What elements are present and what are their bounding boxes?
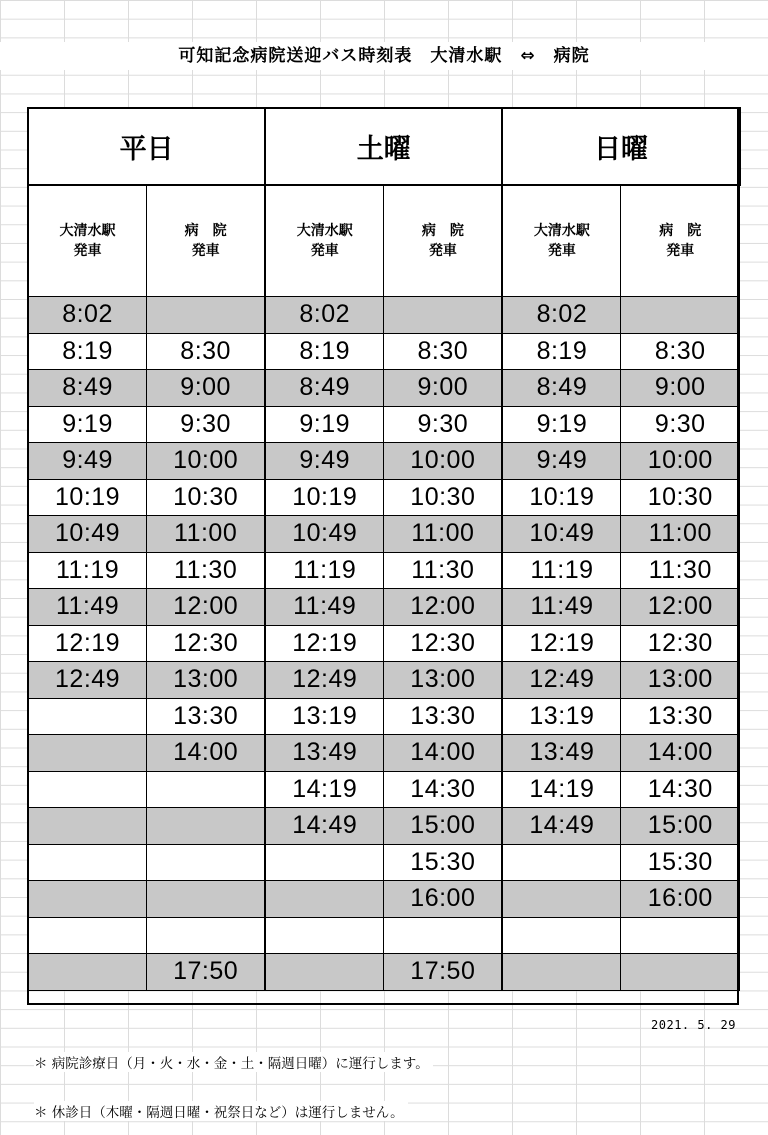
hospital-departure-time: 11:00 [384, 516, 503, 553]
station-departure-time [502, 917, 621, 954]
sub-header-label: 発車 [428, 243, 457, 259]
station-departure-time [265, 881, 384, 918]
sub-header-row [28, 185, 740, 297]
hospital-departure-time: 12:00 [384, 589, 503, 626]
station-departure-time [502, 881, 621, 918]
station-departure-time: 8:02 [502, 297, 621, 334]
station-departure-time [28, 735, 147, 772]
station-departure-time: 9:49 [28, 443, 147, 480]
station-departure-time: 10:49 [502, 516, 621, 553]
time-row [28, 589, 740, 626]
hospital-departure-time: 12:30 [147, 625, 266, 662]
hospital-departure-time: 12:30 [621, 625, 740, 662]
station-departure-time: 12:19 [28, 625, 147, 662]
hospital-departure-time [621, 297, 740, 334]
time-row [28, 917, 740, 954]
sub-header-label: 発車 [73, 243, 102, 259]
hospital-departure-time: 9:30 [147, 406, 266, 443]
hospital-departure-time: 13:30 [384, 698, 503, 735]
hospital-departure-time [621, 954, 740, 991]
hospital-departure-time [147, 771, 266, 808]
hospital-departure-time: 9:30 [384, 406, 503, 443]
station-departure-time [28, 917, 147, 954]
date-label: 2021. 5. 29 [651, 1018, 736, 1032]
hospital-departure-time: 9:00 [147, 370, 266, 407]
station-departure-time: 9:19 [502, 406, 621, 443]
hospital-departure-time: 14:00 [621, 735, 740, 772]
sub-header-station [502, 185, 621, 297]
station-departure-time [28, 698, 147, 735]
station-departure-time: 8:19 [28, 333, 147, 370]
station-departure-time: 8:49 [502, 370, 621, 407]
station-departure-time: 13:49 [502, 735, 621, 772]
hospital-departure-time: 9:00 [621, 370, 740, 407]
station-departure-time: 11:19 [502, 552, 621, 589]
time-row [28, 552, 740, 589]
station-departure-time: 11:49 [28, 589, 147, 626]
hospital-departure-time: 11:00 [621, 516, 740, 553]
station-departure-time: 8:02 [265, 297, 384, 334]
hospital-departure-time: 17:50 [147, 954, 266, 991]
time-row [28, 844, 740, 881]
station-departure-time: 14:19 [265, 771, 384, 808]
time-row [28, 662, 740, 699]
hospital-departure-time: 10:30 [384, 479, 503, 516]
hospital-departure-time: 11:30 [384, 552, 503, 589]
hospital-departure-time [147, 297, 266, 334]
station-departure-time: 12:49 [28, 662, 147, 699]
station-departure-time: 14:19 [502, 771, 621, 808]
hospital-departure-time: 10:30 [147, 479, 266, 516]
station-departure-time: 13:19 [502, 698, 621, 735]
hospital-departure-time: 14:30 [384, 771, 503, 808]
sub-header-label: 大清水駅 [296, 223, 353, 239]
hospital-departure-time: 11:00 [147, 516, 266, 553]
station-departure-time [265, 954, 384, 991]
sub-header-label: 発車 [547, 243, 576, 259]
station-departure-time: 10:49 [28, 516, 147, 553]
time-row [28, 479, 740, 516]
hospital-departure-time [147, 917, 266, 954]
hospital-departure-time: 14:00 [147, 735, 266, 772]
time-row [28, 954, 740, 991]
time-row [28, 735, 740, 772]
time-row [28, 370, 740, 407]
station-departure-time: 10:19 [28, 479, 147, 516]
station-departure-time: 14:49 [502, 808, 621, 845]
hospital-departure-time: 10:00 [384, 443, 503, 480]
station-departure-time [28, 808, 147, 845]
station-departure-time [265, 844, 384, 881]
hospital-departure-time: 9:00 [384, 370, 503, 407]
hospital-departure-time: 11:30 [147, 552, 266, 589]
sub-header-label: 発車 [191, 243, 220, 259]
hospital-departure-time: 15:30 [621, 844, 740, 881]
time-row [28, 881, 740, 918]
station-departure-time: 11:19 [265, 552, 384, 589]
station-departure-time: 8:02 [28, 297, 147, 334]
station-departure-time: 13:49 [265, 735, 384, 772]
time-row [28, 406, 740, 443]
station-departure-time: 8:49 [265, 370, 384, 407]
hospital-departure-time: 8:30 [384, 333, 503, 370]
sub-header-label: 病 院 [184, 223, 227, 239]
day-header-sunday: 日曜 [502, 108, 739, 185]
timetable [27, 107, 741, 991]
station-departure-time: 12:49 [265, 662, 384, 699]
station-departure-time: 10:19 [265, 479, 384, 516]
hospital-departure-time: 15:00 [384, 808, 503, 845]
hospital-departure-time: 9:30 [621, 406, 740, 443]
note-closed-days: ＊ 休診日（木曜・隔週日曜・祝祭日など）は運行しません。 [34, 1101, 408, 1121]
time-row [28, 443, 740, 480]
sub-header-hospital [384, 185, 503, 297]
station-departure-time: 9:49 [265, 443, 384, 480]
station-departure-time: 12:19 [265, 625, 384, 662]
hospital-departure-time [147, 881, 266, 918]
sub-header-label: 発車 [310, 243, 339, 259]
time-row [28, 333, 740, 370]
sub-header-label: 大清水駅 [533, 223, 590, 239]
hospital-departure-time [384, 917, 503, 954]
sub-header-label: 発車 [666, 243, 695, 259]
day-header-saturday: 土曜 [265, 108, 502, 185]
hospital-departure-time: 10:30 [621, 479, 740, 516]
station-departure-time [502, 954, 621, 991]
sub-header-label: 病 院 [659, 223, 702, 239]
hospital-departure-time: 13:00 [147, 662, 266, 699]
day-header-weekday: 平日 [28, 108, 265, 185]
hospital-departure-time: 13:30 [147, 698, 266, 735]
station-departure-time: 14:49 [265, 808, 384, 845]
sub-header-label: 病 院 [421, 223, 464, 239]
station-departure-time: 8:19 [265, 333, 384, 370]
station-departure-time: 11:49 [265, 589, 384, 626]
station-departure-time: 10:19 [502, 479, 621, 516]
hospital-departure-time [384, 297, 503, 334]
time-row [28, 297, 740, 334]
time-row [28, 698, 740, 735]
station-departure-time [28, 844, 147, 881]
station-departure-time: 9:19 [28, 406, 147, 443]
station-departure-time [265, 917, 384, 954]
hospital-departure-time: 13:00 [384, 662, 503, 699]
sub-header-station [28, 185, 147, 297]
sub-header-label: 大清水駅 [59, 223, 116, 239]
sub-header-hospital [621, 185, 740, 297]
station-departure-time: 13:19 [265, 698, 384, 735]
station-departure-time: 12:49 [502, 662, 621, 699]
page-title: 可知記念病院送迎バス時刻表 大清水駅 ⇔ 病院 [0, 42, 768, 70]
station-departure-time [28, 881, 147, 918]
time-row [28, 771, 740, 808]
note-operating-days: ＊ 病院診療日（月・火・水・金・土・隔週日曜）に運行します。 [34, 1052, 433, 1072]
hospital-departure-time: 16:00 [384, 881, 503, 918]
hospital-departure-time: 13:30 [621, 698, 740, 735]
hospital-departure-time: 8:30 [621, 333, 740, 370]
hospital-departure-time [147, 844, 266, 881]
time-row [28, 808, 740, 845]
sub-header-station [265, 185, 384, 297]
sub-header-hospital [147, 185, 266, 297]
station-departure-time [28, 954, 147, 991]
hospital-departure-time: 15:00 [621, 808, 740, 845]
time-row [28, 625, 740, 662]
day-header-row [28, 108, 740, 185]
hospital-departure-time: 14:00 [384, 735, 503, 772]
hospital-departure-time: 8:30 [147, 333, 266, 370]
hospital-departure-time: 16:00 [621, 881, 740, 918]
hospital-departure-time: 11:30 [621, 552, 740, 589]
hospital-departure-time [147, 808, 266, 845]
hospital-departure-time: 10:00 [147, 443, 266, 480]
station-departure-time: 12:19 [502, 625, 621, 662]
station-departure-time: 8:49 [28, 370, 147, 407]
station-departure-time: 10:49 [265, 516, 384, 553]
station-departure-time: 9:49 [502, 443, 621, 480]
station-departure-time: 9:19 [265, 406, 384, 443]
hospital-departure-time: 14:30 [621, 771, 740, 808]
hospital-departure-time: 13:00 [621, 662, 740, 699]
station-departure-time [28, 771, 147, 808]
time-row [28, 516, 740, 553]
station-departure-time: 11:49 [502, 589, 621, 626]
hospital-departure-time: 15:30 [384, 844, 503, 881]
station-departure-time [502, 844, 621, 881]
hospital-departure-time: 17:50 [384, 954, 503, 991]
station-departure-time: 11:19 [28, 552, 147, 589]
hospital-departure-time: 12:00 [621, 589, 740, 626]
hospital-departure-time: 12:00 [147, 589, 266, 626]
hospital-departure-time: 10:00 [621, 443, 740, 480]
station-departure-time: 8:19 [502, 333, 621, 370]
hospital-departure-time [621, 917, 740, 954]
hospital-departure-time: 12:30 [384, 625, 503, 662]
